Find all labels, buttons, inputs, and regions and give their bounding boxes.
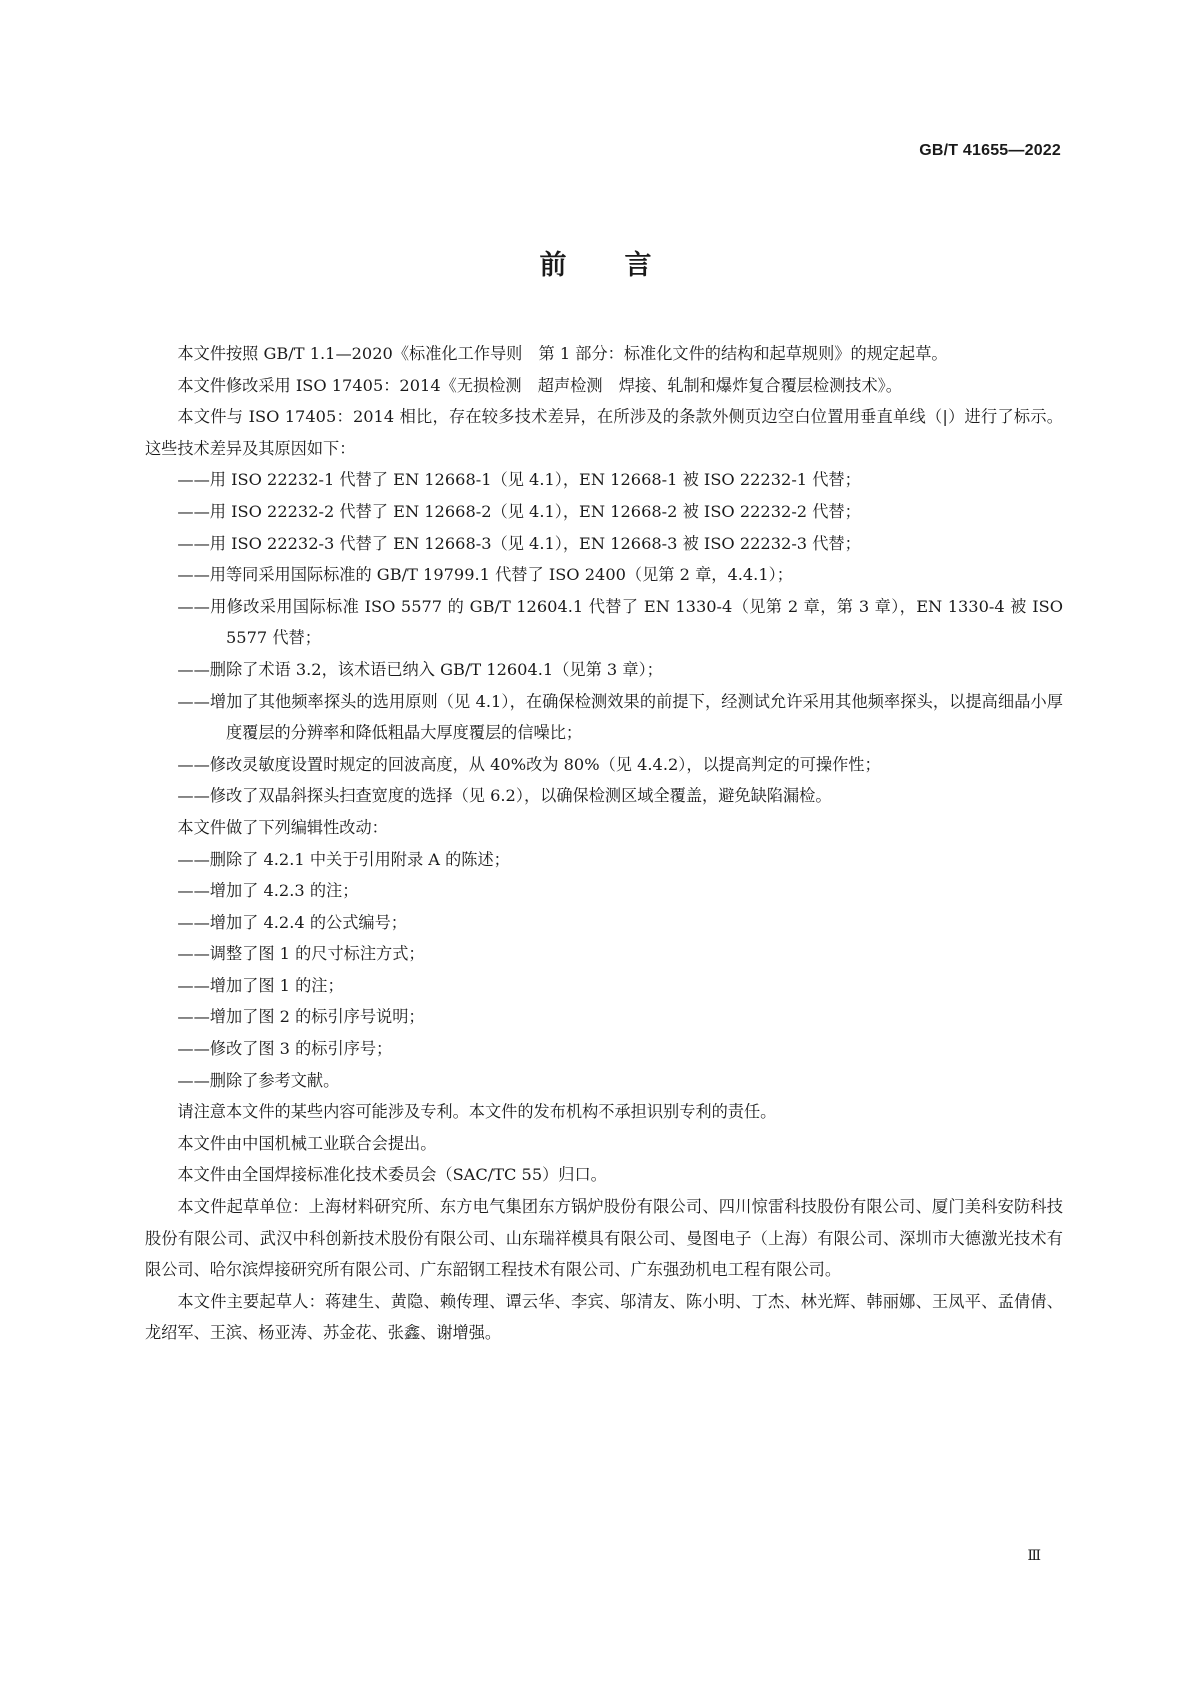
list-item: ——修改了图 3 的标引序号；	[177, 1039, 393, 1059]
list-item: ——增加了其他频率探头的选用原则（见 4.1），在确保检测效果的前提下，经测试允许采用其他频率探头，以提高细晶小厚度覆层的分辨率和降低粗晶大厚度覆层的信噪比；	[177, 691, 1063, 743]
list-item: ——增加了图 2 的标引序号说明；	[177, 1007, 425, 1027]
list-item: ——删除了术语 3.2，该术语已纳入 GB/T 12604.1（见第 3 章）；	[177, 659, 663, 679]
paragraph-tech-differences-intro: 本文件与 ISO 17405：2014 相比，存在较多技术差异，在所涉及的条款外侧页边空白位置用垂直单线（|）进行了标示。这些技术差异及其原因如下：	[145, 407, 1063, 458]
paragraph-proposer: 本文件由中国机械工业联合会提出。	[177, 1133, 437, 1153]
paragraph-patent-notice: 请注意本文件的某些内容可能涉及专利。本文件的发布机构不承担识别专利的责任。	[177, 1102, 777, 1122]
page-title	[0, 243, 1191, 282]
list-item: ——增加了图 1 的注；	[177, 975, 344, 995]
paragraph-committee: 本文件由全国焊接标准化技术委员会（SAC/TC 55）归口。	[177, 1165, 607, 1185]
list-item: ——修改了双晶斜探头扫查宽度的选择（见 6.2），以确保检测区域全覆盖，避免缺陷漏检。	[177, 786, 832, 806]
list-item: ——删除了参考文献。	[177, 1070, 340, 1090]
paragraph-drafting-rules: 本文件按照 GB/T 1.1—2020《标准化工作导则 第 1 部分：标准化文件的结构和起草规则》的规定起草。	[177, 344, 948, 363]
list-item: ——用 ISO 22232-3 代替了 EN 12668-3（见 4.1），EN 12668-3 被 ISO 22232-3 代替；	[177, 533, 861, 553]
paragraph-drafters: 本文件主要起草人：蒋建生、黄隐、赖传理、谭云华、李宾、邬清友、陈小明、丁杰、林光辉、韩丽娜、王凤平、孟倩倩、龙绍军、王滨、杨亚涛、苏金花、张鑫、谢增强。	[145, 1291, 1063, 1343]
paragraph-drafting-units: 本文件起草单位：上海材料研究所、东方电气集团东方锅炉股份有限公司、四川惊雷科技股份有限公司、厦门美科安防科技股份有限公司、武汉中科创新技术股份有限公司、山东瑞祥模具有限公司、曼图电子（上海）有限公司、深圳市大德激光技术有限公司、哈尔滨焊接研究所有限公司、广东韶钢工程技术有限公司、广东强劲机电工程有限公司。	[145, 1197, 1063, 1280]
list-item: ——删除了 4.2.1 中关于引用附录 A 的陈述；	[177, 849, 510, 869]
paragraph-adoption: 本文件修改采用 ISO 17405：2014《无损检测 超声检测 焊接、轧制和爆炸复合覆层检测技术》。	[177, 375, 902, 395]
list-item: ——增加了 4.2.3 的注；	[177, 881, 359, 901]
standard-number: GB/T 41655—2022	[919, 142, 1061, 159]
list-item: ——增加了 4.2.4 的公式编号；	[177, 912, 407, 932]
list-item: ——调整了图 1 的尺寸标注方式；	[177, 944, 425, 964]
list-item: ——用等同采用国际标准的 GB/T 19799.1 代替了 ISO 2400（见第 2 章，4.4.1）；	[177, 565, 793, 585]
page-number: Ⅲ	[1027, 1548, 1041, 1564]
list-item: ——用 ISO 22232-2 代替了 EN 12668-2（见 4.1），EN 12668-2 被 ISO 22232-2 代替；	[177, 501, 861, 521]
paragraph-editorial-intro: 本文件做了下列编辑性改动：	[177, 817, 388, 837]
title-char-2: 言	[624, 250, 652, 281]
list-item: ——修改灵敏度设置时规定的回波高度，从 40%改为 80%（见 4.4.2），以提高判定的可操作性；	[177, 754, 881, 774]
list-item: ——用 ISO 22232-1 代替了 EN 12668-1（见 4.1），EN 12668-1 被 ISO 22232-1 代替；	[177, 470, 861, 490]
foreword-body	[145, 338, 1063, 1349]
title-char-1: 前	[539, 250, 567, 281]
list-item: ——用修改采用国际标准 ISO 5577 的 GB/T 12604.1 代替了 EN 1330-4（见第 2 章，第 3 章），EN 1330-4 被 ISO 5577 代替；	[177, 596, 1063, 648]
